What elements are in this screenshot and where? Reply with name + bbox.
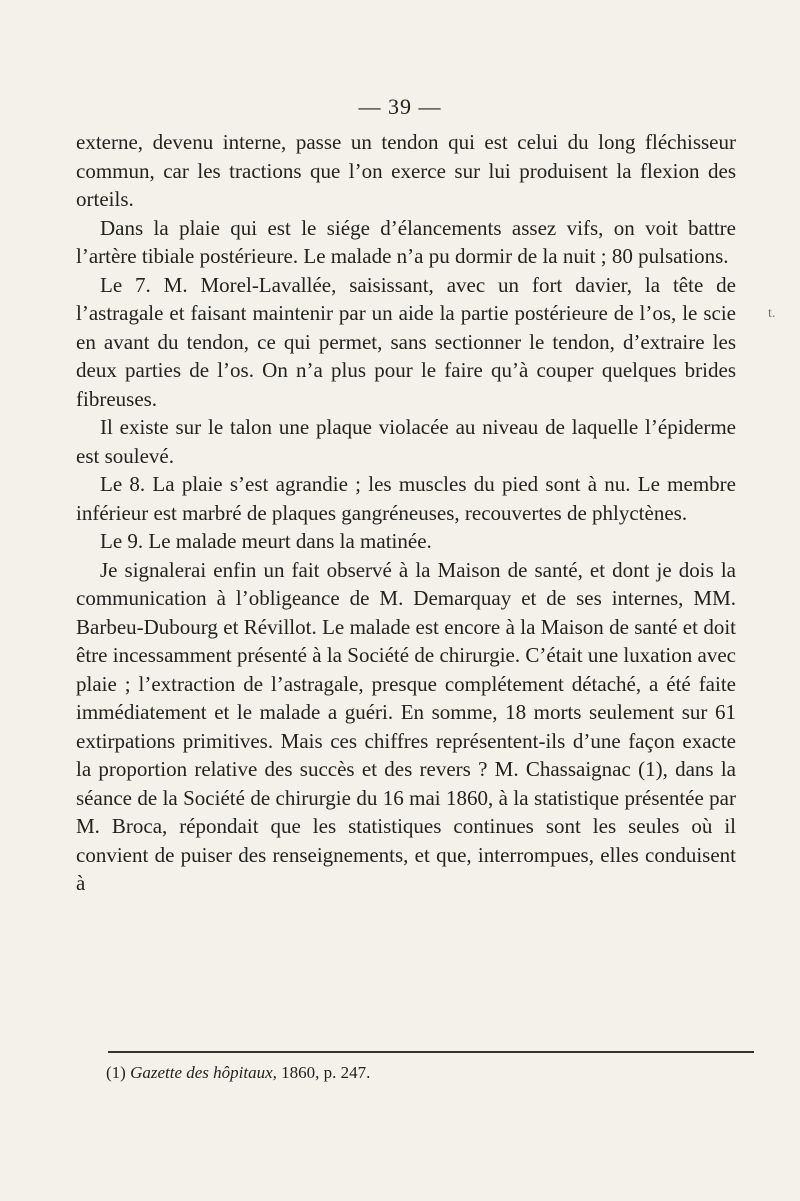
body-text: [76, 128, 736, 898]
paragraph: Je signalerai enfin un fait observé à la Maison de santé, et dont je dois la communication à l’obligeance de M. Demarquay et de ses internes, MM. Barbeu-Dubourg et Révillot. Le malade est encore à la Maison de santé et doit être incessamment présenté à la Société de chirurgie. C’était une luxation avec plaie ; l’extraction de l’astragale, presque complétement détaché, a été faite immédiatement et le malade a guéri. En somme, 18 morts seulement sur 61 extirpations primitives. Mais ces chiffres représentent-ils d’une façon exacte la proportion relative des succès et des revers ? M. Chassaignac (1), dans la séance de la Société de chirurgie du 16 mai 1860, à la statistique présentée par M. Broca, répondait que les statistiques continues sont les seules où il convient de puiser des renseignements, et que, interrompues, elles conduisent à: [76, 557, 736, 895]
paragraph: Il existe sur le talon une plaque violacée au niveau de laquelle l’épiderme est soulevé.: [76, 415, 736, 468]
paragraph: externe, devenu interne, passe un tendon qui est celui du long fléchisseur commun, car les tractions que l’on exerce sur lui produisent la flexion des orteils.: [76, 130, 736, 211]
footnote: [106, 1062, 746, 1084]
footnote-details: 1860, p. 247.: [281, 1063, 371, 1082]
paragraph: Le 9. Le malade meurt dans la matinée.: [100, 529, 432, 553]
margin-mark: t.: [768, 306, 776, 321]
paragraph: Le 8. La plaie s’est agrandie ; les muscles du pied sont à nu. Le membre inférieur est marbré de plaques gangréneuses, recouvertes de phlyctènes.: [76, 472, 736, 525]
footnote-divider: [108, 1051, 754, 1053]
page-number: — 39 —: [358, 94, 442, 119]
paragraph: Le 7. M. Morel-Lavallée, saisissant, avec un fort davier, la tête de l’astragale et faisant maintenir par un aide la partie postérieure de l’os, le scie en avant du tendon, ce qui permet, sans sectionner le tendon, d’extraire les deux parties de l’os. On n’a plus pour le faire qu’à couper quelques brides fibreuses.: [76, 272, 736, 411]
paragraph: Dans la plaie qui est le siége d’élancements assez vifs, on voit battre l’artère tibiale postérieure. Le malade n’a pu dormir de la nuit ; 80 pulsations.: [76, 215, 736, 268]
footnote-marker: (1): [106, 1063, 126, 1082]
footnote-source: Gazette des hôpitaux,: [130, 1063, 277, 1082]
